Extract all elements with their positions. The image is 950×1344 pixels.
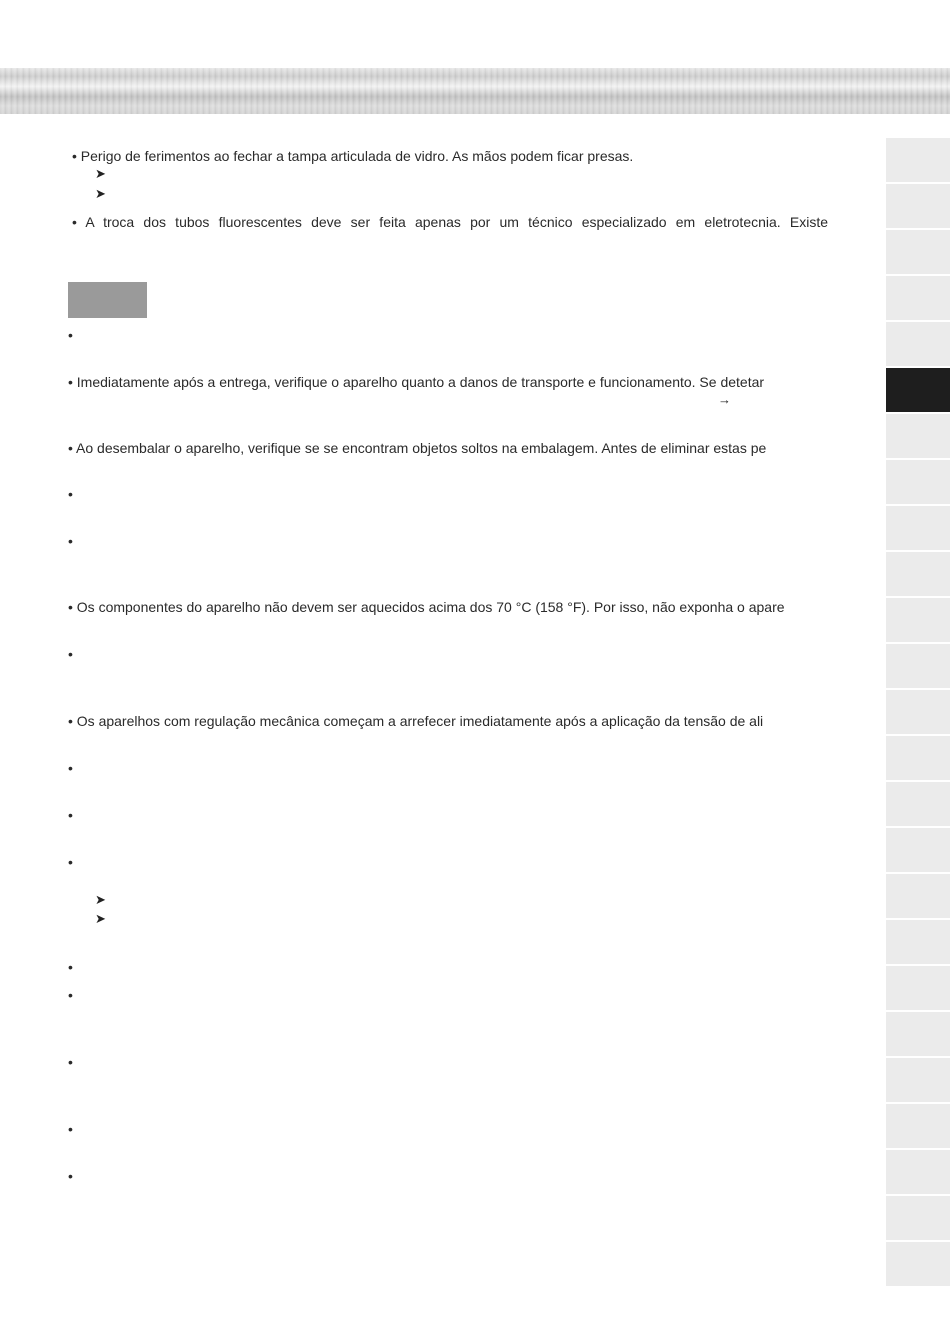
paragraph-fluorescent-tubes: • A troca dos tubos fluorescentes deve ser feita apenas por um técnico especializado em eletrotecnia. Existe (72, 214, 828, 230)
paragraph-temperature: • Os componentes do aparelho não devem ser aquecidos acima dos 70 °C (158 °F). Por isso, não exponha o apare (68, 599, 785, 615)
chapter-tabs (886, 138, 950, 1288)
arrow-marker: ➤ (95, 186, 106, 201)
chapter-tab[interactable] (886, 690, 950, 734)
bullet: • (68, 987, 73, 1003)
arrow-marker: ➤ (95, 892, 106, 907)
arrow-marker: ➤ (95, 166, 106, 181)
bullet: • (68, 486, 73, 502)
chapter-tab[interactable] (886, 1012, 950, 1056)
chapter-tab[interactable] (886, 138, 950, 182)
chapter-tab[interactable] (886, 736, 950, 780)
bullet: • (68, 1054, 73, 1070)
chapter-tab[interactable] (886, 276, 950, 320)
bullet: • (68, 1121, 73, 1137)
chapter-tab[interactable] (886, 230, 950, 274)
chapter-tab[interactable] (886, 506, 950, 550)
chapter-tab[interactable] (886, 598, 950, 642)
chapter-tab[interactable] (886, 920, 950, 964)
chapter-tab[interactable] (886, 828, 950, 872)
bullet: • (68, 1168, 73, 1184)
chapter-tab[interactable] (886, 460, 950, 504)
chapter-tab[interactable] (886, 874, 950, 918)
chapter-tab[interactable] (886, 1242, 950, 1286)
header-band (0, 68, 950, 114)
chapter-tab[interactable] (886, 966, 950, 1010)
arrow-marker: ➤ (95, 911, 106, 926)
chapter-tab[interactable] (886, 184, 950, 228)
chapter-tab[interactable] (886, 644, 950, 688)
chapter-tab-active[interactable] (886, 368, 950, 412)
chapter-tab[interactable] (886, 782, 950, 826)
chapter-tab[interactable] (886, 552, 950, 596)
paragraph-mechanical-regulation: • Os aparelhos com regulação mecânica começam a arrefecer imediatamente após a aplicação da tensão de ali (68, 713, 764, 729)
bullet: • (68, 533, 73, 549)
section-heading-box (68, 282, 147, 318)
bullet: • (68, 854, 73, 870)
bullet: • (68, 807, 73, 823)
arrow-right-icon: → (718, 392, 731, 407)
paragraph-delivery-check: • Imediatamente após a entrega, verifique o aparelho quanto a danos de transporte e funcionamento. Se detetar (68, 374, 765, 390)
paragraph-glass-lid: • Perigo de ferimentos ao fechar a tampa articulada de vidro. As mãos podem ficar presas. (72, 148, 634, 164)
chapter-tab[interactable] (886, 1104, 950, 1148)
bullet: • (68, 646, 73, 662)
bullet: • (68, 327, 73, 343)
chapter-tab[interactable] (886, 1058, 950, 1102)
chapter-tab[interactable] (886, 414, 950, 458)
chapter-tab[interactable] (886, 322, 950, 366)
paragraph-unpacking: • Ao desembalar o aparelho, verifique se se encontram objetos soltos na embalagem. Antes de eliminar estas pe (68, 440, 767, 456)
bullet: • (68, 760, 73, 776)
chapter-tab[interactable] (886, 1196, 950, 1240)
bullet: • (68, 959, 73, 975)
chapter-tab[interactable] (886, 1150, 950, 1194)
